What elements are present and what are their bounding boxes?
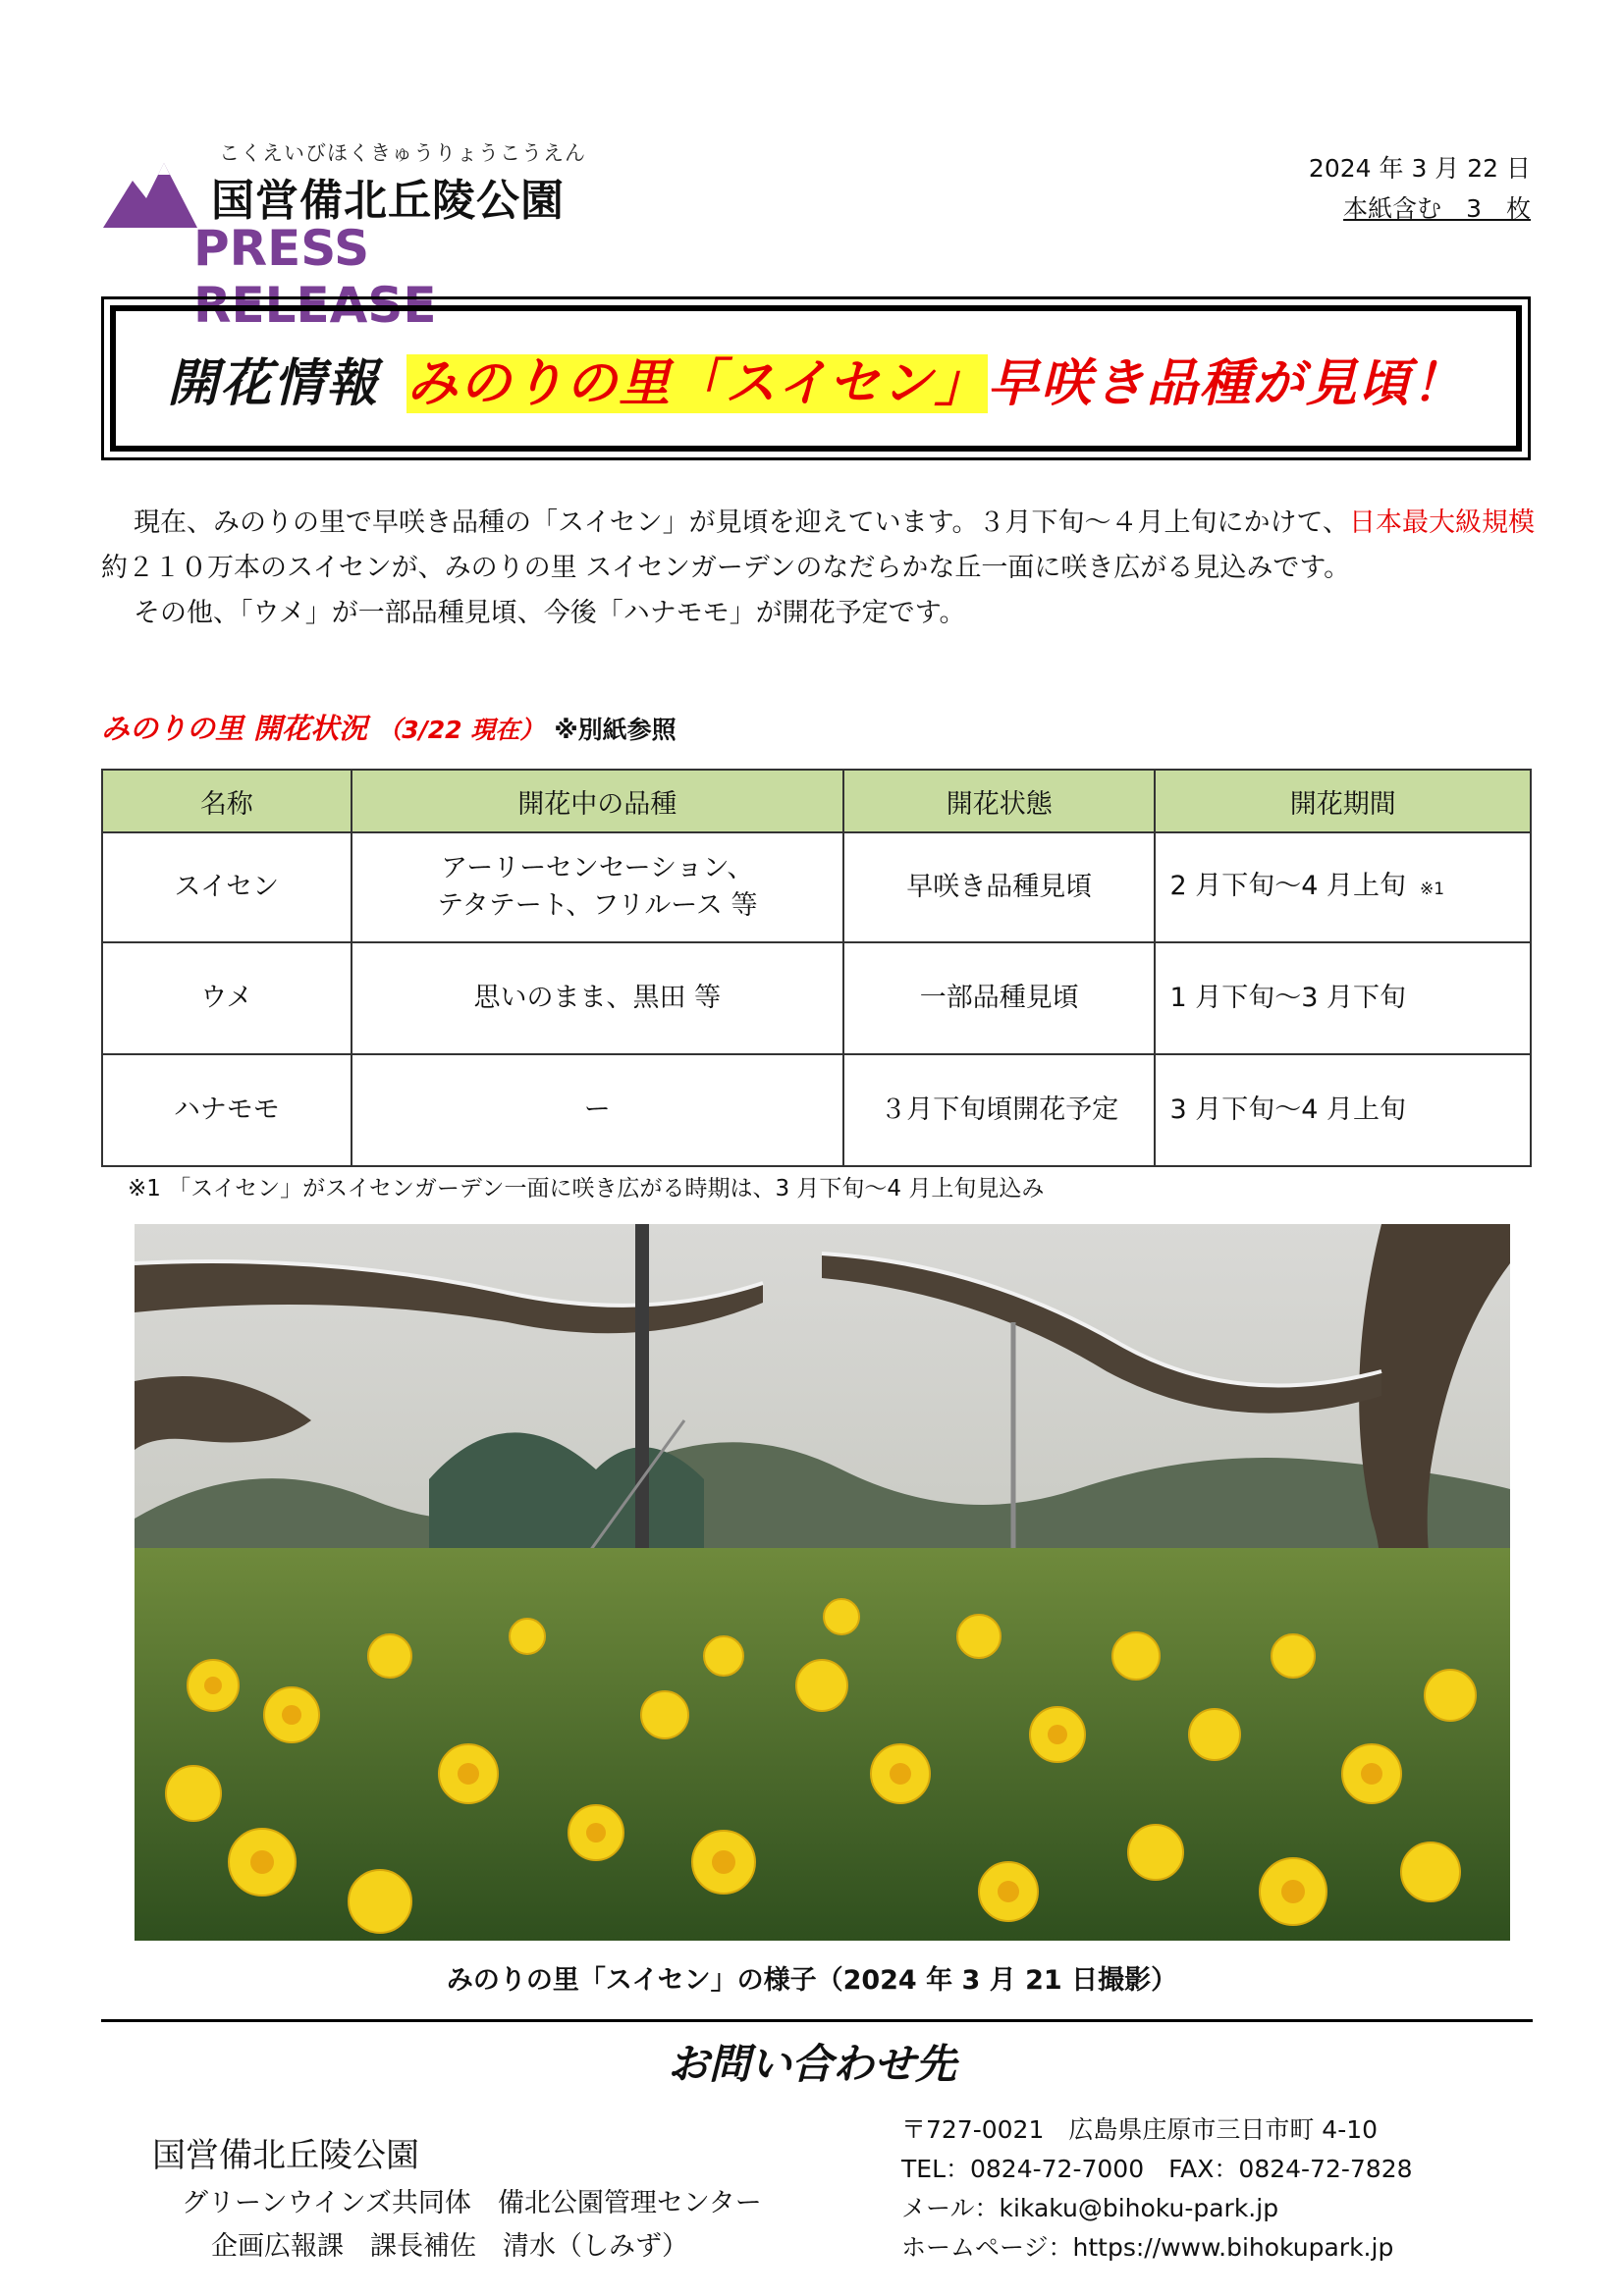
- bloom-status-table: [101, 769, 1532, 1167]
- cell-varieties: 思いのまま、黒田 等: [352, 942, 843, 1054]
- contact-website[interactable]: ホームページ：https://www.bihokupark.jp: [901, 2233, 1394, 2262]
- photo-caption: みのりの里「スイセン」の様子（2024 年 3 月 21 日撮影）: [446, 1965, 1178, 1996]
- headline-box: [101, 296, 1531, 460]
- daffodil-photo: [135, 1224, 1510, 1941]
- header-varieties: 開花中の品種: [352, 770, 843, 832]
- contact-heading: お問い合わせ先: [667, 2040, 956, 2088]
- header-status: 開花状態: [843, 770, 1156, 832]
- table-row: [102, 1054, 1531, 1166]
- divider: [101, 2019, 1533, 2022]
- section-title: みのりの里 開花状況: [101, 712, 368, 745]
- header-period: 開花期間: [1155, 770, 1531, 832]
- logo-name: 国営備北丘陵公園: [211, 176, 565, 226]
- section-as-of: （3/22 現在）: [377, 716, 545, 744]
- cell-status: ３月下旬頃開花予定: [843, 1054, 1156, 1166]
- contact-email[interactable]: メール：kikaku@bihoku-park.jp: [901, 2194, 1279, 2222]
- table-footnote: ※1 「スイセン」がスイセンガーデン一面に咲き広がる時期は、3 月下旬～4 月上旬見込み: [128, 1176, 1045, 1201]
- headline-main: [406, 342, 1464, 415]
- footnote-mark: ※1: [1420, 879, 1445, 899]
- headline-rest: 早咲き品種が見頃！: [987, 354, 1465, 413]
- cell-name: ハナモモ: [102, 1054, 352, 1166]
- cell-period: 3 月下旬～4 月上旬: [1155, 1054, 1531, 1166]
- cell-period: 1 月下旬～3 月下旬: [1155, 942, 1531, 1054]
- cell-period: 2 月下旬～4 月上旬 ※1: [1155, 832, 1531, 942]
- contact-details: [901, 2110, 1413, 2268]
- cell-status: 早咲き品種見頃: [843, 832, 1156, 942]
- header-name: 名称: [102, 770, 352, 832]
- contact-address: 〒727-0021 広島県庄原市三日市町 4-10: [901, 2115, 1379, 2144]
- headline-highlight: みのりの里「スイセン」: [406, 354, 988, 413]
- table-row: [102, 942, 1531, 1054]
- section-heading: [101, 707, 677, 747]
- cell-name: ウメ: [102, 942, 352, 1054]
- release-date: 2024 年 3 月 22 日: [1308, 154, 1531, 183]
- mountain-logo-icon: [103, 155, 197, 234]
- intro-paragraph-2: その他、「ウメ」が一部品種見頃、今後「ハナモモ」が開花予定です。: [134, 598, 966, 628]
- intro-text: [101, 501, 1535, 636]
- table-header-row: [102, 770, 1531, 832]
- section-note: ※別紙参照: [554, 716, 677, 744]
- contact-org: 国営備北丘陵公園: [152, 2136, 419, 2175]
- contact-person: 企画広報課 課長補佐 清水（しみず）: [211, 2231, 688, 2262]
- table-row: [102, 832, 1531, 942]
- cell-name: スイセン: [102, 832, 352, 942]
- page-count: 本紙含む 3 枚: [1343, 194, 1531, 223]
- emphasis-text: 日本最大級規模: [1348, 507, 1535, 538]
- park-logo: [103, 137, 614, 334]
- cell-varieties: アーリーセンセーション、 テタテート、フリルース 等: [352, 832, 843, 942]
- press-release-label: PRESS RELEASE: [193, 220, 437, 334]
- headline-tag: 開花情報: [167, 354, 380, 413]
- logo-kana: こくえいびほくきゅうりょうこうえん: [219, 141, 586, 165]
- intro-paragraph-1: 現在、みのりの里で早咲き品種の「スイセン」が見頃を迎えています。３月下旬～４月上旬にかけて、日本最大級規模 約２１０万本のスイセンが、みのりの里 スイセンガーデンのなだらかな丘一面に咲き広がる見込みです。: [101, 507, 1535, 583]
- contact-department: グリーンウインズ共同体 備北公園管理センター: [182, 2188, 762, 2218]
- cell-status: 一部品種見頃: [843, 942, 1156, 1054]
- cell-varieties: ー: [352, 1054, 843, 1166]
- contact-phone-fax: TEL：0824-72-7000 FAX：0824-72-7828: [901, 2155, 1413, 2183]
